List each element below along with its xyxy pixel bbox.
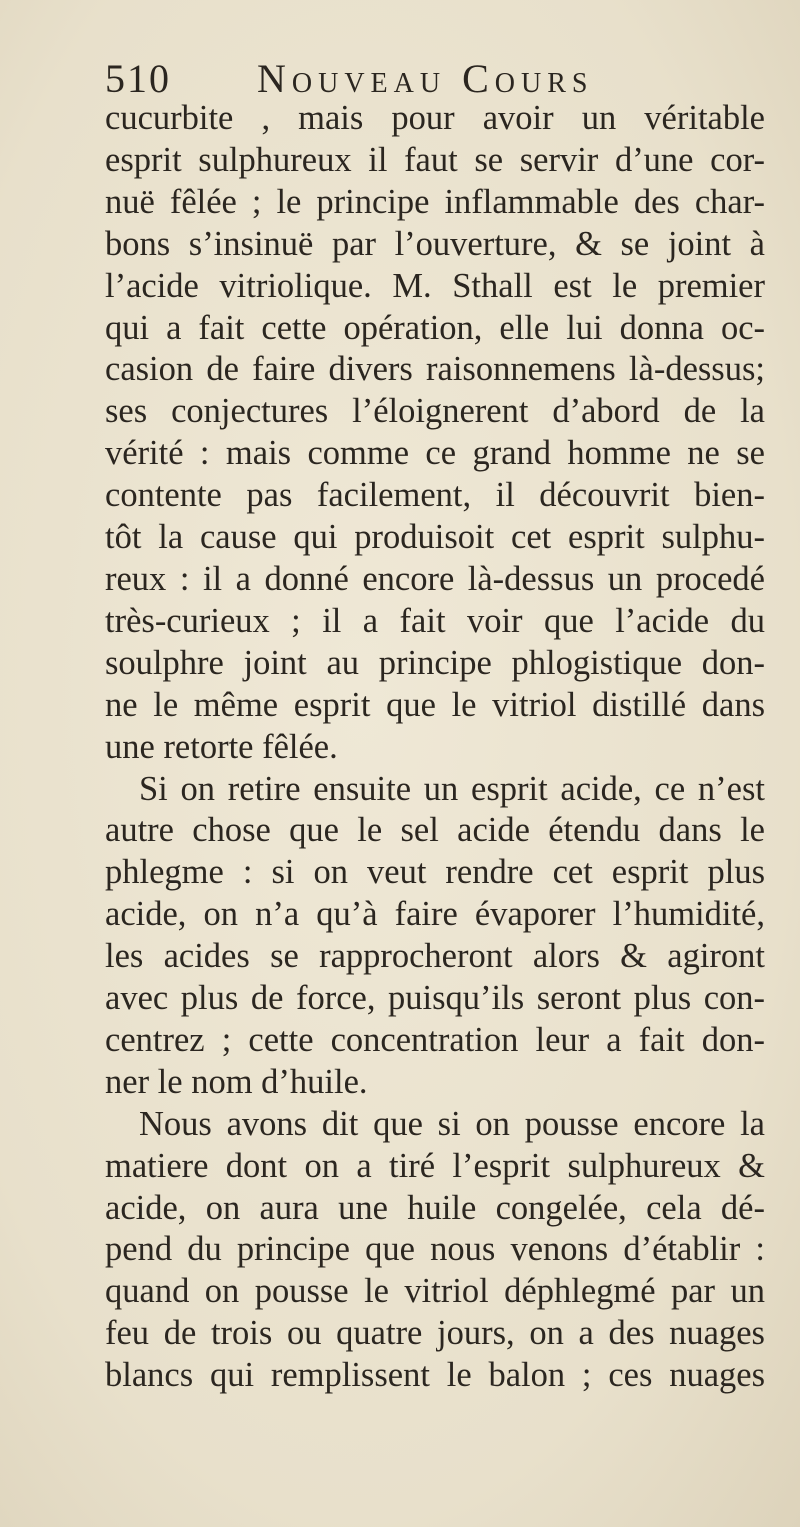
text-line: Si on retire ensuite un esprit acide, ce n’est bbox=[139, 769, 765, 808]
text-line: esprit sulphureux il faut se servir d’une cor- bbox=[105, 140, 765, 179]
text-line: vérité : mais comme ce grand homme ne se bbox=[105, 434, 765, 473]
text-line: les acides se rapprocheront alors & agiront bbox=[105, 937, 765, 976]
text-line: avec plus de force, puisqu’ils seront plus con- bbox=[105, 979, 765, 1018]
text-line: soulphre joint au principe phlogistique don- bbox=[105, 643, 765, 682]
text-line: matiere dont on a tiré l’esprit sulphureux & bbox=[105, 1146, 765, 1185]
text-line: contente pas facilement, il découvrit bien- bbox=[105, 476, 765, 515]
text-line: l’acide vitriolique. M. Sthall est le premier bbox=[105, 266, 765, 305]
text-line: très-curieux ; il a fait voir que l’acide du bbox=[105, 601, 765, 640]
text-line: blancs qui remplissent le balon ; ces nuages bbox=[105, 1356, 765, 1395]
text-line: feu de trois ou quatre jours, on a des nuages bbox=[105, 1314, 765, 1353]
page-header bbox=[105, 54, 725, 104]
text-line: quand on pousse le vitriol déphlegmé par un bbox=[105, 1272, 765, 1311]
body-text bbox=[105, 98, 765, 1397]
text-line: tôt la cause qui produisoit cet esprit sulphu- bbox=[105, 518, 765, 557]
text-line: nuë fêlée ; le principe inflammable des char- bbox=[105, 182, 765, 221]
text-line: qui a fait cette opération, elle lui donna oc- bbox=[105, 308, 765, 347]
text-line: acide, on aura une huile congelée, cela dé- bbox=[105, 1188, 765, 1227]
text-line: phlegme : si on veut rendre cet esprit plus bbox=[105, 853, 765, 892]
text-line: ner le nom d’huile. bbox=[105, 1062, 368, 1101]
text-line: une retorte fêlée. bbox=[105, 727, 338, 766]
text-line: acide, on n’a qu’à faire évaporer l’humidité, bbox=[105, 895, 765, 934]
running-title: Nouveau Cours bbox=[257, 56, 594, 101]
text-line: ses conjectures l’éloignerent d’abord de la bbox=[105, 392, 765, 431]
text-line: casion de faire divers raisonnemens là-dessus; bbox=[105, 350, 765, 389]
text-line: Nous avons dit que si on pousse encore la bbox=[139, 1104, 765, 1143]
text-line: pend du principe que nous venons d’établir : bbox=[105, 1230, 765, 1269]
text-line: ne le même esprit que le vitriol distillé dans bbox=[105, 685, 765, 724]
text-line: centrez ; cette concentration leur a fait don- bbox=[105, 1020, 765, 1059]
text-line: cucurbite , mais pour avoir un véritable bbox=[105, 99, 765, 137]
page-number: 510 bbox=[105, 56, 171, 101]
text-line: reux : il a donné encore là-dessus un procedé bbox=[105, 559, 765, 598]
text-line: autre chose que le sel acide étendu dans le bbox=[105, 811, 765, 850]
text-line: bons s’insinuë par l’ouverture, & se joint à bbox=[105, 224, 765, 263]
